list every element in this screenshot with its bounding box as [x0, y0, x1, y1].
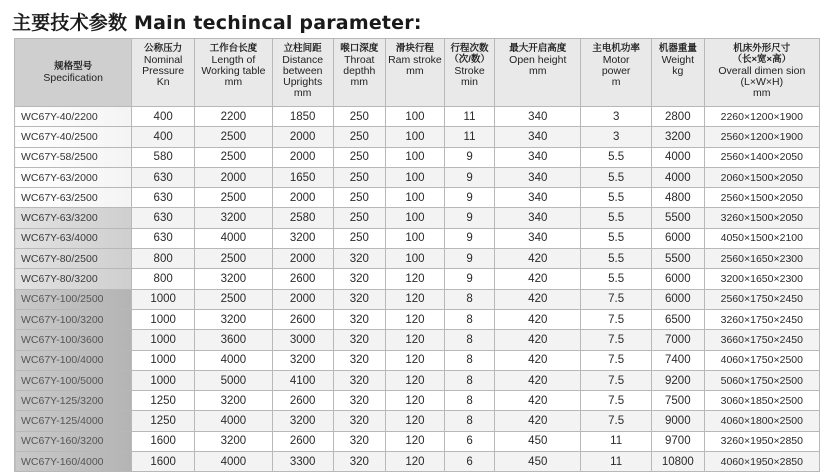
throat-cell: 250 — [333, 167, 386, 187]
open-height-cell: 420 — [495, 269, 581, 289]
length-cell: 3200 — [194, 391, 272, 411]
model-cell: WC67Y-125/3200 — [15, 391, 132, 411]
table-row — [15, 330, 820, 350]
length-cell: 3200 — [194, 431, 272, 451]
pressure-cell: 400 — [132, 127, 195, 147]
throat-cell: 320 — [333, 269, 386, 289]
pressure-cell: 630 — [132, 228, 195, 248]
power-cell: 7.5 — [581, 289, 652, 309]
stroke-cell: 100 — [386, 188, 445, 208]
dims-cell: 3200×1650×2300 — [704, 269, 819, 289]
length-cell: 3200 — [194, 208, 272, 228]
strokes-min-cell: 8 — [444, 370, 495, 390]
model-cell: WC67Y-100/2500 — [15, 289, 132, 309]
header-motor-power — [581, 39, 652, 107]
throat-cell: 320 — [333, 431, 386, 451]
header-en-label: Length of Working table mm — [201, 54, 266, 88]
strokes-min-cell: 8 — [444, 330, 495, 350]
open-height-cell: 340 — [495, 208, 581, 228]
model-cell: WC67Y-40/2200 — [15, 107, 132, 127]
model-cell: WC67Y-40/2500 — [15, 127, 132, 147]
weight-cell: 6000 — [652, 228, 705, 248]
open-height-cell: 450 — [495, 431, 581, 451]
header-strokes-per-min — [444, 39, 495, 107]
strokes-min-cell: 6 — [444, 452, 495, 472]
open-height-cell: 420 — [495, 350, 581, 370]
power-cell: 7.5 — [581, 391, 652, 411]
dims-cell: 3060×1850×2500 — [704, 391, 819, 411]
table-row — [15, 147, 820, 167]
stroke-cell: 100 — [386, 167, 445, 187]
header-zh-label: 公称压力 — [144, 43, 183, 54]
header-zh-label: 机器重量 — [658, 43, 697, 54]
distance-cell: 2600 — [272, 431, 333, 451]
throat-cell: 250 — [333, 208, 386, 228]
distance-cell: 3200 — [272, 350, 333, 370]
open-height-cell: 340 — [495, 147, 581, 167]
dims-cell: 4060×1750×2500 — [704, 350, 819, 370]
power-cell: 3 — [581, 107, 652, 127]
dims-cell: 3260×1950×2850 — [704, 431, 819, 451]
weight-cell: 10800 — [652, 452, 705, 472]
open-height-cell: 420 — [495, 330, 581, 350]
length-cell: 2500 — [194, 188, 272, 208]
dims-cell: 2560×1400×2050 — [704, 147, 819, 167]
header-zh-label: 行程次数 （次/数） — [449, 43, 490, 65]
throat-cell: 250 — [333, 147, 386, 167]
header-zh-label: 最大开启高度 — [509, 43, 567, 54]
throat-cell: 320 — [333, 370, 386, 390]
model-cell: WC67Y-160/4000 — [15, 452, 132, 472]
pressure-cell: 630 — [132, 188, 195, 208]
header-en-label: Stroke min — [454, 65, 485, 88]
header-zh-label: 机床外形尺寸 （长×宽×高） — [732, 43, 792, 65]
model-cell: WC67Y-125/4000 — [15, 411, 132, 431]
header-en-label: Throat depthh mm — [343, 54, 376, 88]
table-row — [15, 391, 820, 411]
header-zh-label: 滑块行程 — [395, 43, 434, 54]
distance-cell: 2000 — [272, 188, 333, 208]
header-throat-depth — [333, 39, 386, 107]
weight-cell: 6000 — [652, 269, 705, 289]
strokes-min-cell: 9 — [444, 228, 495, 248]
weight-cell: 3200 — [652, 127, 705, 147]
header-uprights-distance — [272, 39, 333, 107]
table-row — [15, 350, 820, 370]
model-cell: WC67Y-63/4000 — [15, 228, 132, 248]
pressure-cell: 580 — [132, 147, 195, 167]
open-height-cell: 340 — [495, 228, 581, 248]
power-cell: 5.5 — [581, 249, 652, 269]
power-cell: 7.5 — [581, 330, 652, 350]
strokes-min-cell: 9 — [444, 167, 495, 187]
dims-cell: 2560×1750×2450 — [704, 289, 819, 309]
open-height-cell: 340 — [495, 167, 581, 187]
stroke-cell: 120 — [386, 350, 445, 370]
stroke-cell: 120 — [386, 431, 445, 451]
distance-cell: 2600 — [272, 309, 333, 329]
header-overall-dimension — [704, 39, 819, 107]
open-height-cell: 340 — [495, 127, 581, 147]
strokes-min-cell: 9 — [444, 188, 495, 208]
header-weight — [652, 39, 705, 107]
dims-cell: 3260×1750×2450 — [704, 309, 819, 329]
pressure-cell: 630 — [132, 167, 195, 187]
dims-cell: 5060×1750×2500 — [704, 370, 819, 390]
stroke-cell: 120 — [386, 309, 445, 329]
dims-cell: 4060×1800×2500 — [704, 411, 819, 431]
model-cell: WC67Y-100/4000 — [15, 350, 132, 370]
distance-cell: 4100 — [272, 370, 333, 390]
header-en-label: Nominal Pressure Kn — [142, 54, 185, 88]
power-cell: 5.5 — [581, 228, 652, 248]
header-open-height — [495, 39, 581, 107]
weight-cell: 9200 — [652, 370, 705, 390]
header-en-label: Ram stroke mm — [388, 54, 442, 77]
weight-cell: 5500 — [652, 208, 705, 228]
strokes-min-cell: 8 — [444, 309, 495, 329]
pressure-cell: 1600 — [132, 452, 195, 472]
length-cell: 4000 — [194, 350, 272, 370]
dims-cell: 3660×1750×2450 — [704, 330, 819, 350]
pressure-cell: 1000 — [132, 370, 195, 390]
weight-cell: 4000 — [652, 147, 705, 167]
stroke-cell: 120 — [386, 411, 445, 431]
model-cell: WC67Y-63/2000 — [15, 167, 132, 187]
open-height-cell: 340 — [495, 107, 581, 127]
power-cell: 7.5 — [581, 370, 652, 390]
throat-cell: 320 — [333, 330, 386, 350]
model-cell: WC67Y-58/2500 — [15, 147, 132, 167]
table-row — [15, 228, 820, 248]
strokes-min-cell: 9 — [444, 147, 495, 167]
header-table-length — [194, 39, 272, 107]
open-height-cell: 420 — [495, 370, 581, 390]
throat-cell: 320 — [333, 391, 386, 411]
power-cell: 11 — [581, 431, 652, 451]
dims-cell: 4050×1500×2100 — [704, 228, 819, 248]
model-cell: WC67Y-80/3200 — [15, 269, 132, 289]
throat-cell: 320 — [333, 350, 386, 370]
table-row — [15, 431, 820, 451]
throat-cell: 320 — [333, 411, 386, 431]
strokes-min-cell: 8 — [444, 289, 495, 309]
distance-cell: 1850 — [272, 107, 333, 127]
dims-cell: 4060×1950×2850 — [704, 452, 819, 472]
header-zh-label: 工作台长度 — [209, 43, 258, 54]
length-cell: 5000 — [194, 370, 272, 390]
length-cell: 3600 — [194, 330, 272, 350]
table-row — [15, 188, 820, 208]
model-cell: WC67Y-100/3600 — [15, 330, 132, 350]
dims-cell: 3260×1500×2050 — [704, 208, 819, 228]
pressure-cell: 1000 — [132, 330, 195, 350]
strokes-min-cell: 8 — [444, 391, 495, 411]
distance-cell: 3200 — [272, 411, 333, 431]
model-cell: WC67Y-100/5000 — [15, 370, 132, 390]
stroke-cell: 120 — [386, 370, 445, 390]
pressure-cell: 1250 — [132, 411, 195, 431]
dims-cell: 2060×1500×2050 — [704, 167, 819, 187]
stroke-cell: 100 — [386, 228, 445, 248]
power-cell: 5.5 — [581, 147, 652, 167]
distance-cell: 3200 — [272, 228, 333, 248]
pressure-cell: 1250 — [132, 391, 195, 411]
stroke-cell: 120 — [386, 452, 445, 472]
strokes-min-cell: 9 — [444, 269, 495, 289]
header-zh-label: 立柱间距 — [283, 43, 322, 54]
table-header — [15, 39, 820, 107]
table-row — [15, 249, 820, 269]
distance-cell: 3000 — [272, 330, 333, 350]
strokes-min-cell: 9 — [444, 249, 495, 269]
pressure-cell: 1000 — [132, 350, 195, 370]
table-row — [15, 370, 820, 390]
length-cell: 3200 — [194, 269, 272, 289]
open-height-cell: 420 — [495, 289, 581, 309]
length-cell: 2500 — [194, 249, 272, 269]
pressure-cell: 1000 — [132, 289, 195, 309]
stroke-cell: 100 — [386, 127, 445, 147]
pressure-cell: 1600 — [132, 431, 195, 451]
stroke-cell: 120 — [386, 330, 445, 350]
weight-cell: 9700 — [652, 431, 705, 451]
power-cell: 11 — [581, 452, 652, 472]
throat-cell: 250 — [333, 228, 386, 248]
length-cell: 2500 — [194, 289, 272, 309]
power-cell: 7.5 — [581, 411, 652, 431]
weight-cell: 7500 — [652, 391, 705, 411]
open-height-cell: 420 — [495, 309, 581, 329]
distance-cell: 3300 — [272, 452, 333, 472]
dims-cell: 2260×1200×1900 — [704, 107, 819, 127]
dims-cell: 2560×1200×1900 — [704, 127, 819, 147]
length-cell: 2200 — [194, 107, 272, 127]
pressure-cell: 800 — [132, 249, 195, 269]
throat-cell: 320 — [333, 249, 386, 269]
distance-cell: 2000 — [272, 249, 333, 269]
header-zh-label: 主电机功率 — [592, 43, 640, 54]
weight-cell: 9000 — [652, 411, 705, 431]
strokes-min-cell: 6 — [444, 431, 495, 451]
table-row — [15, 127, 820, 147]
parameter-table — [14, 38, 820, 472]
table-row — [15, 167, 820, 187]
pressure-cell: 800 — [132, 269, 195, 289]
stroke-cell: 120 — [386, 269, 445, 289]
table-row — [15, 309, 820, 329]
throat-cell: 320 — [333, 309, 386, 329]
distance-cell: 2000 — [272, 147, 333, 167]
dims-cell: 2560×1500×2050 — [704, 188, 819, 208]
length-cell: 3200 — [194, 309, 272, 329]
table-row — [15, 107, 820, 127]
throat-cell: 250 — [333, 107, 386, 127]
header-zh-label: 规格型号 — [54, 61, 93, 72]
stroke-cell: 100 — [386, 249, 445, 269]
distance-cell: 2600 — [272, 269, 333, 289]
strokes-min-cell: 11 — [444, 127, 495, 147]
throat-cell: 250 — [333, 188, 386, 208]
table-row — [15, 452, 820, 472]
throat-cell: 320 — [333, 452, 386, 472]
model-cell: WC67Y-160/3200 — [15, 431, 132, 451]
stroke-cell: 100 — [386, 107, 445, 127]
weight-cell: 7000 — [652, 330, 705, 350]
weight-cell: 6500 — [652, 309, 705, 329]
distance-cell: 2600 — [272, 391, 333, 411]
stroke-cell: 120 — [386, 289, 445, 309]
stroke-cell: 100 — [386, 147, 445, 167]
header-spec — [15, 39, 132, 107]
pressure-cell: 1000 — [132, 309, 195, 329]
weight-cell: 4000 — [652, 167, 705, 187]
dims-cell: 2560×1650×2300 — [704, 249, 819, 269]
distance-cell: 2580 — [272, 208, 333, 228]
power-cell: 5.5 — [581, 188, 652, 208]
table-body — [15, 107, 820, 472]
model-cell: WC67Y-100/3200 — [15, 309, 132, 329]
page-title: 主要技术参数 Main techincal parameter: — [12, 12, 422, 34]
model-cell: WC67Y-80/2500 — [15, 249, 132, 269]
header-nominal-pressure — [132, 39, 195, 107]
strokes-min-cell: 9 — [444, 208, 495, 228]
header-en-label: Open height mm — [509, 54, 567, 77]
distance-cell: 2000 — [272, 289, 333, 309]
header-en-label: Motor power m — [601, 54, 631, 88]
weight-cell: 4800 — [652, 188, 705, 208]
pressure-cell: 400 — [132, 107, 195, 127]
header-zh-label: 喉口深度 — [340, 43, 379, 54]
table-row — [15, 411, 820, 431]
throat-cell: 320 — [333, 289, 386, 309]
power-cell: 5.5 — [581, 208, 652, 228]
length-cell: 4000 — [194, 452, 272, 472]
open-height-cell: 450 — [495, 452, 581, 472]
header-ram-stroke — [386, 39, 445, 107]
header-en-label: Specification — [43, 72, 103, 84]
length-cell: 2500 — [194, 127, 272, 147]
power-cell: 7.5 — [581, 350, 652, 370]
strokes-min-cell: 8 — [444, 411, 495, 431]
table-row — [15, 289, 820, 309]
open-height-cell: 420 — [495, 411, 581, 431]
pressure-cell: 630 — [132, 208, 195, 228]
weight-cell: 6000 — [652, 289, 705, 309]
power-cell: 7.5 — [581, 309, 652, 329]
model-cell: WC67Y-63/2500 — [15, 188, 132, 208]
open-height-cell: 420 — [495, 391, 581, 411]
distance-cell: 1650 — [272, 167, 333, 187]
open-height-cell: 420 — [495, 249, 581, 269]
open-height-cell: 340 — [495, 188, 581, 208]
length-cell: 2500 — [194, 147, 272, 167]
weight-cell: 5500 — [652, 249, 705, 269]
header-en-label: Distance between Uprights mm — [282, 54, 324, 99]
header-en-label: Overall dimen sion (L×W×H) mm — [718, 65, 806, 99]
header-row — [15, 39, 820, 107]
header-en-label: Weight kg — [661, 54, 695, 77]
weight-cell: 7400 — [652, 350, 705, 370]
distance-cell: 2000 — [272, 127, 333, 147]
table-row — [15, 269, 820, 289]
model-cell: WC67Y-63/3200 — [15, 208, 132, 228]
throat-cell: 250 — [333, 127, 386, 147]
strokes-min-cell: 11 — [444, 107, 495, 127]
power-cell: 3 — [581, 127, 652, 147]
stroke-cell: 100 — [386, 208, 445, 228]
power-cell: 5.5 — [581, 269, 652, 289]
weight-cell: 2800 — [652, 107, 705, 127]
table-row — [15, 208, 820, 228]
power-cell: 5.5 — [581, 167, 652, 187]
length-cell: 2000 — [194, 167, 272, 187]
stroke-cell: 120 — [386, 391, 445, 411]
length-cell: 4000 — [194, 411, 272, 431]
length-cell: 4000 — [194, 228, 272, 248]
strokes-min-cell: 8 — [444, 350, 495, 370]
